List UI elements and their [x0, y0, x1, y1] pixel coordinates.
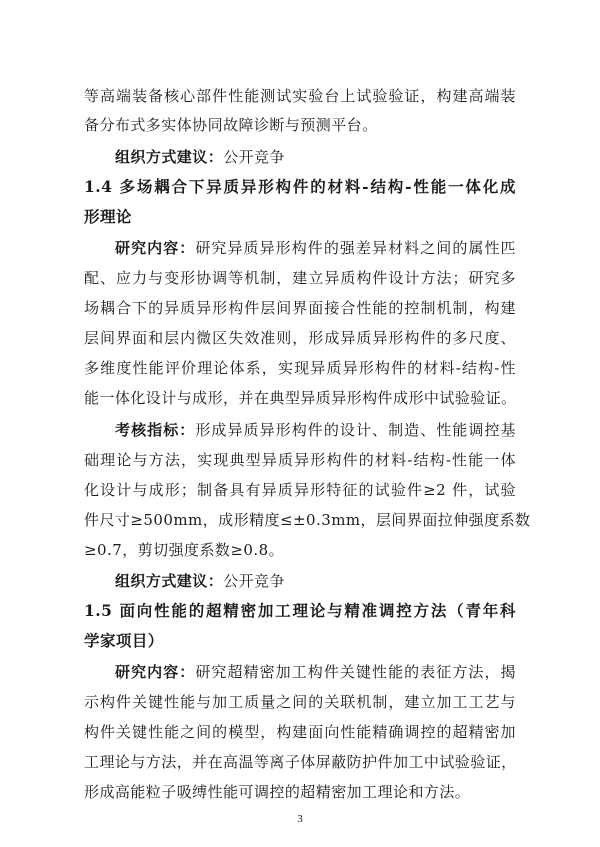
research-label: 研究内容： — [115, 239, 196, 257]
research-line — [115, 662, 516, 682]
paragraph-line: 化设计与成形；制备具有异质异形特征的试验件≥2 件，试验 — [84, 481, 516, 499]
paragraph-line: 形成高能粒子吸缚性能可调控的超精密加工理论和方法。 — [84, 783, 471, 801]
section-heading: 学家项目） — [84, 631, 164, 650]
paragraph-line: 工理论与方法，并在高温等离子体屏蔽防护件加工中试验验证， — [84, 753, 517, 771]
research-text: 研究超精密加工构件关键性能的表征方法，揭 — [195, 663, 516, 681]
research-label: 研究内容： — [115, 663, 196, 681]
paragraph-line: 构件关键性能之间的模型，构建面向性能精确调控的超精密加 — [84, 723, 516, 741]
paragraph-line: 多维度性能评价理论体系，实现异质异形构件的材料-结构-性 — [84, 359, 516, 377]
assessment-label: 考核指标： — [115, 421, 196, 439]
paragraph-line: 能一体化设计与成形，并在典型异质异形构件成形中试验验证。 — [84, 389, 517, 407]
paragraph-line: 等高端装备核心部件性能测试实验台上试验验证，构建高端装 — [84, 87, 516, 105]
organization-line — [115, 571, 516, 591]
section-heading: 形理论 — [84, 207, 132, 226]
research-text: 研究异质异形构件的强差异材料之间的属性匹 — [195, 239, 516, 257]
paragraph-line: ≥0.7，剪切强度系数≥0.8。 — [84, 541, 285, 559]
organization-value: 公开竞争 — [223, 148, 285, 166]
paragraph-line: 础理论与方法，实现典型异质异形构件的材料-结构-性能一体 — [84, 451, 516, 469]
paragraph-line: 场耦合下的异质异形构件层间界面接合性能的控制机制，构建 — [84, 299, 516, 317]
research-line — [115, 238, 516, 258]
section-heading: 1.5 面向性能的超精密加工理论与精准调控方法（青年科 — [84, 601, 516, 620]
section-heading: 1.4 多场耦合下异质异形构件的材料-结构-性能一体化成 — [84, 177, 516, 196]
organization-value: 公开竞争 — [223, 572, 285, 590]
assessment-line — [115, 420, 516, 440]
page-number: 3 — [297, 813, 303, 825]
paragraph-line: 配、应力与变形协调等机制，建立异质构件设计方法；研究多 — [84, 269, 516, 287]
paragraph-line: 件尺寸≥500mm，成形精度≤±0.3mm，层间界面拉伸强度系数 — [84, 511, 531, 529]
paragraph-line: 备分布式多实体协同故障诊断与预测平台。 — [84, 116, 378, 134]
organization-label: 组织方式建议： — [115, 148, 224, 166]
organization-line — [115, 147, 516, 167]
paragraph-line: 层间界面和层内微区失效准则，形成异质异形构件的多尺度、 — [84, 329, 516, 347]
assessment-text: 形成异质异形构件的设计、制造、性能调控基 — [195, 421, 516, 439]
organization-label: 组织方式建议： — [115, 572, 224, 590]
paragraph-line: 示构件关键性能与加工质量之间的关联机制，建立加工工艺与 — [84, 693, 516, 711]
